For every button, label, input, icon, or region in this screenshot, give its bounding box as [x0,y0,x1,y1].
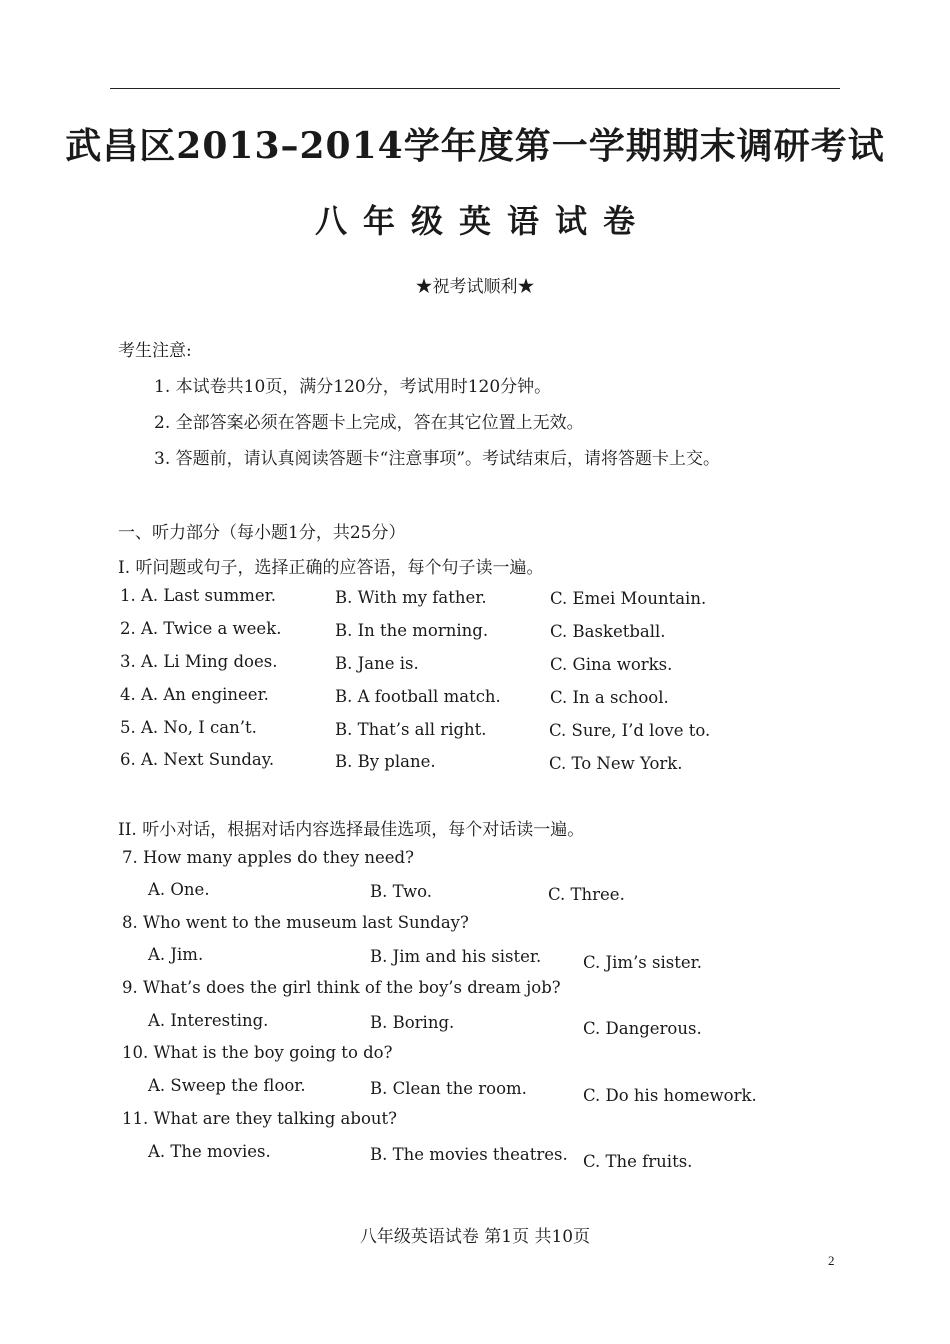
option-c: C. In a school. [550,688,669,707]
option-a: 6. A. Next Sunday. [120,750,275,769]
option-c: C. Basketball. [550,622,666,641]
option-c: C. To New York. [549,754,683,773]
option-c: C. Do his homework. [583,1086,757,1105]
question-stem: 10. What is the boy going to do? [122,1043,393,1062]
top-rule [110,88,840,89]
option-a: 1. A. Last summer. [120,586,277,605]
notice-item: 1. 本试卷共10页，满分120分，考试用时120分钟。 [154,377,552,397]
question-stem: 11. What are they talking about? [122,1109,397,1128]
notice-item: 2. 全部答案必须在答题卡上完成，答在其它位置上无效。 [154,413,584,433]
option-c: C. Dangerous. [583,1019,702,1038]
question-stem: 9. What’s does the girl think of the boy’s dream job? [122,978,561,997]
option-a: A. Sweep the floor. [148,1076,306,1095]
option-c: C. The fruits. [583,1152,693,1171]
part-ii-instruction: II. 听小对话，根据对话内容选择最佳选项，每个对话读一遍。 [118,820,585,840]
option-a: A. Interesting. [148,1011,269,1030]
option-a: A. Jim. [148,945,204,964]
notice-heading: 考生注意: [118,341,192,361]
option-b: B. Boring. [370,1013,455,1032]
option-a: 2. A. Twice a week. [120,619,282,638]
option-b: B. With my father. [335,588,487,607]
option-a: 3. A. Li Ming does. [120,652,278,671]
option-b: B. Clean the room. [370,1079,527,1098]
option-b: B. The movies theatres. [370,1145,568,1164]
option-a: 4. A. An engineer. [120,685,269,704]
option-b: B. Jim and his sister. [370,947,542,966]
option-c: C. Three. [548,885,625,904]
blessing-line: ★祝考试顺利★ [415,277,535,297]
exam-subtitle: 八年级英语试卷 [314,202,651,240]
option-b: B. In the morning. [335,621,489,640]
page-number: 2 [828,1253,835,1268]
option-c: C. Emei Mountain. [550,589,707,608]
section-heading: 一、听力部分（每小题1分，共25分） [118,523,406,543]
option-b: B. By plane. [335,752,436,771]
option-b: B. That’s all right. [335,720,487,739]
option-c: C. Jim’s sister. [583,953,702,972]
option-b: B. Two. [370,882,433,901]
option-b: B. Jane is. [335,654,419,673]
option-a: A. The movies. [148,1142,271,1161]
page-footer: 八年级英语试卷 第1页 共10页 [359,1227,591,1247]
part-i-instruction: I. 听问题或句子，选择正确的应答语，每个句子读一遍。 [118,558,544,578]
option-c: C. Gina works. [550,655,673,674]
option-c: C. Sure, I’d love to. [549,721,711,740]
question-stem: 7. How many apples do they need? [122,848,414,867]
option-a: 5. A. No, I can’t. [120,718,257,737]
option-a: A. One. [148,880,210,899]
question-stem: 8. Who went to the museum last Sunday? [122,913,469,932]
notice-item: 3. 答题前，请认真阅读答题卡“注意事项”。考试结束后，请将答题卡上交。 [154,449,721,469]
option-b: B. A football match. [335,687,501,706]
exam-title: 武昌区2013–2014学年度第一学期期末调研考试 [65,125,885,167]
